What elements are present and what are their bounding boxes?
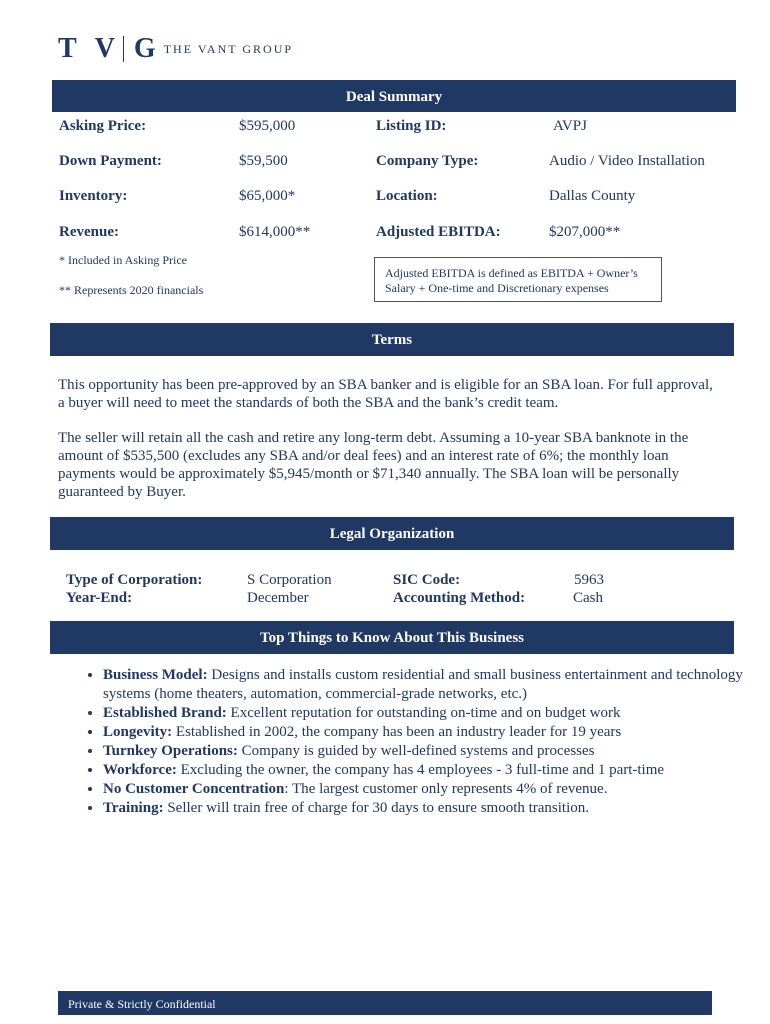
terms-header: Terms <box>50 323 734 356</box>
item-text: Designs and installs custom residential and small business entertainment and technology systems (home theaters, automation, commercial-grade networks, etc.) <box>103 667 743 702</box>
location-label: Location: <box>376 188 438 204</box>
list-item <box>103 799 763 818</box>
company-type-label: Company Type: <box>376 153 479 169</box>
listing-id-value: AVPJ <box>553 118 587 134</box>
item-text: Excellent reputation for outstanding on-time and on budget work <box>226 705 621 721</box>
year-end-label: Year-End: <box>66 590 133 606</box>
list-item <box>103 723 763 742</box>
confidential-footer: Private & Strictly Confidential <box>58 991 712 1015</box>
top-things-list <box>58 666 763 818</box>
footnote-included-in-price: * Included in Asking Price <box>59 253 187 267</box>
item-text: Established in 2002, the company has been an industry leader for 19 years <box>172 724 622 740</box>
logo-letter-v: V <box>94 33 115 64</box>
legal-organization-header: Legal Organization <box>50 517 734 550</box>
list-item <box>103 761 763 780</box>
logo-brand-name: THE VANT GROUP <box>163 41 294 56</box>
item-text: Company is guided by well-defined systems and processes <box>237 743 595 759</box>
accounting-method-label: Accounting Method: <box>393 590 526 606</box>
location-value: Dallas County <box>549 188 636 204</box>
item-label: Turnkey Operations: <box>103 743 238 759</box>
logo-letter-g: G <box>133 33 156 64</box>
inventory-value: $65,000* <box>239 188 296 204</box>
list-item <box>103 704 763 723</box>
item-label: Business Model: <box>103 667 208 683</box>
item-label: Workforce: <box>103 762 177 778</box>
sic-code-label: SIC Code: <box>393 572 461 588</box>
inventory-label: Inventory: <box>59 188 128 204</box>
item-text: Seller will train free of charge for 30 days to ensure smooth transition. <box>163 800 590 816</box>
adjusted-ebitda-value: $207,000** <box>549 224 621 240</box>
revenue-label: Revenue: <box>59 224 119 240</box>
list-item <box>103 666 763 704</box>
ebitda-definition-box: Adjusted EBITDA is defined as EBITDA + Owner’s Salary + One-time and Discretionary expenses <box>374 257 662 302</box>
logo-divider <box>123 36 124 62</box>
down-payment-label: Down Payment: <box>59 153 162 169</box>
listing-id-label: Listing ID: <box>376 118 447 134</box>
item-text: : The largest customer only represents 4% of revenue. <box>284 781 608 797</box>
company-type-value: Audio / Video Installation <box>549 153 705 169</box>
asking-price-label: Asking Price: <box>59 118 147 134</box>
logo-letter-t: T <box>58 33 77 64</box>
list-item <box>103 780 763 799</box>
asking-price-value: $595,000 <box>239 118 296 134</box>
footnote-2020-financials: ** Represents 2020 financials <box>59 283 204 297</box>
terms-paragraph-loan: The seller will retain all the cash and retire any long-term debt. Assuming a 10-year SBA banknote in the amount of $535,500 (excludes any SBA and/or deal fees) and an interest rate of 6%; the monthly loan payments would be approximately $5,945/month or $71,340 annually. The SBA loan will be personally guaranteed by Buyer. <box>58 430 689 500</box>
terms-paragraph-sba: This opportunity has been pre-approved by an SBA banker and is eligible for an SBA loan. For full approval, a buyer will need to meet the standards of both the SBA and the bank’s credit team. <box>58 377 713 411</box>
item-label: No Customer Concentration <box>103 781 285 797</box>
item-label: Established Brand: <box>103 705 227 721</box>
list-item <box>103 742 763 761</box>
year-end-value: December <box>247 590 309 606</box>
sic-code-value: 5963 <box>574 572 604 588</box>
top-things-header: Top Things to Know About This Business <box>50 621 734 654</box>
accounting-method-value: Cash <box>573 590 603 606</box>
item-label: Longevity: <box>103 724 173 740</box>
item-text: Excluding the owner, the company has 4 employees - 3 full-time and 1 part-time <box>176 762 665 778</box>
deal-summary-header: Deal Summary <box>52 80 736 112</box>
item-label: Training: <box>103 800 164 816</box>
company-logo <box>58 34 293 64</box>
adjusted-ebitda-label: Adjusted EBITDA: <box>376 224 501 240</box>
down-payment-value: $59,500 <box>239 153 288 169</box>
revenue-value: $614,000** <box>239 224 311 240</box>
corporation-type-value: S Corporation <box>247 572 332 588</box>
corporation-type-label: Type of Corporation: <box>66 572 203 588</box>
